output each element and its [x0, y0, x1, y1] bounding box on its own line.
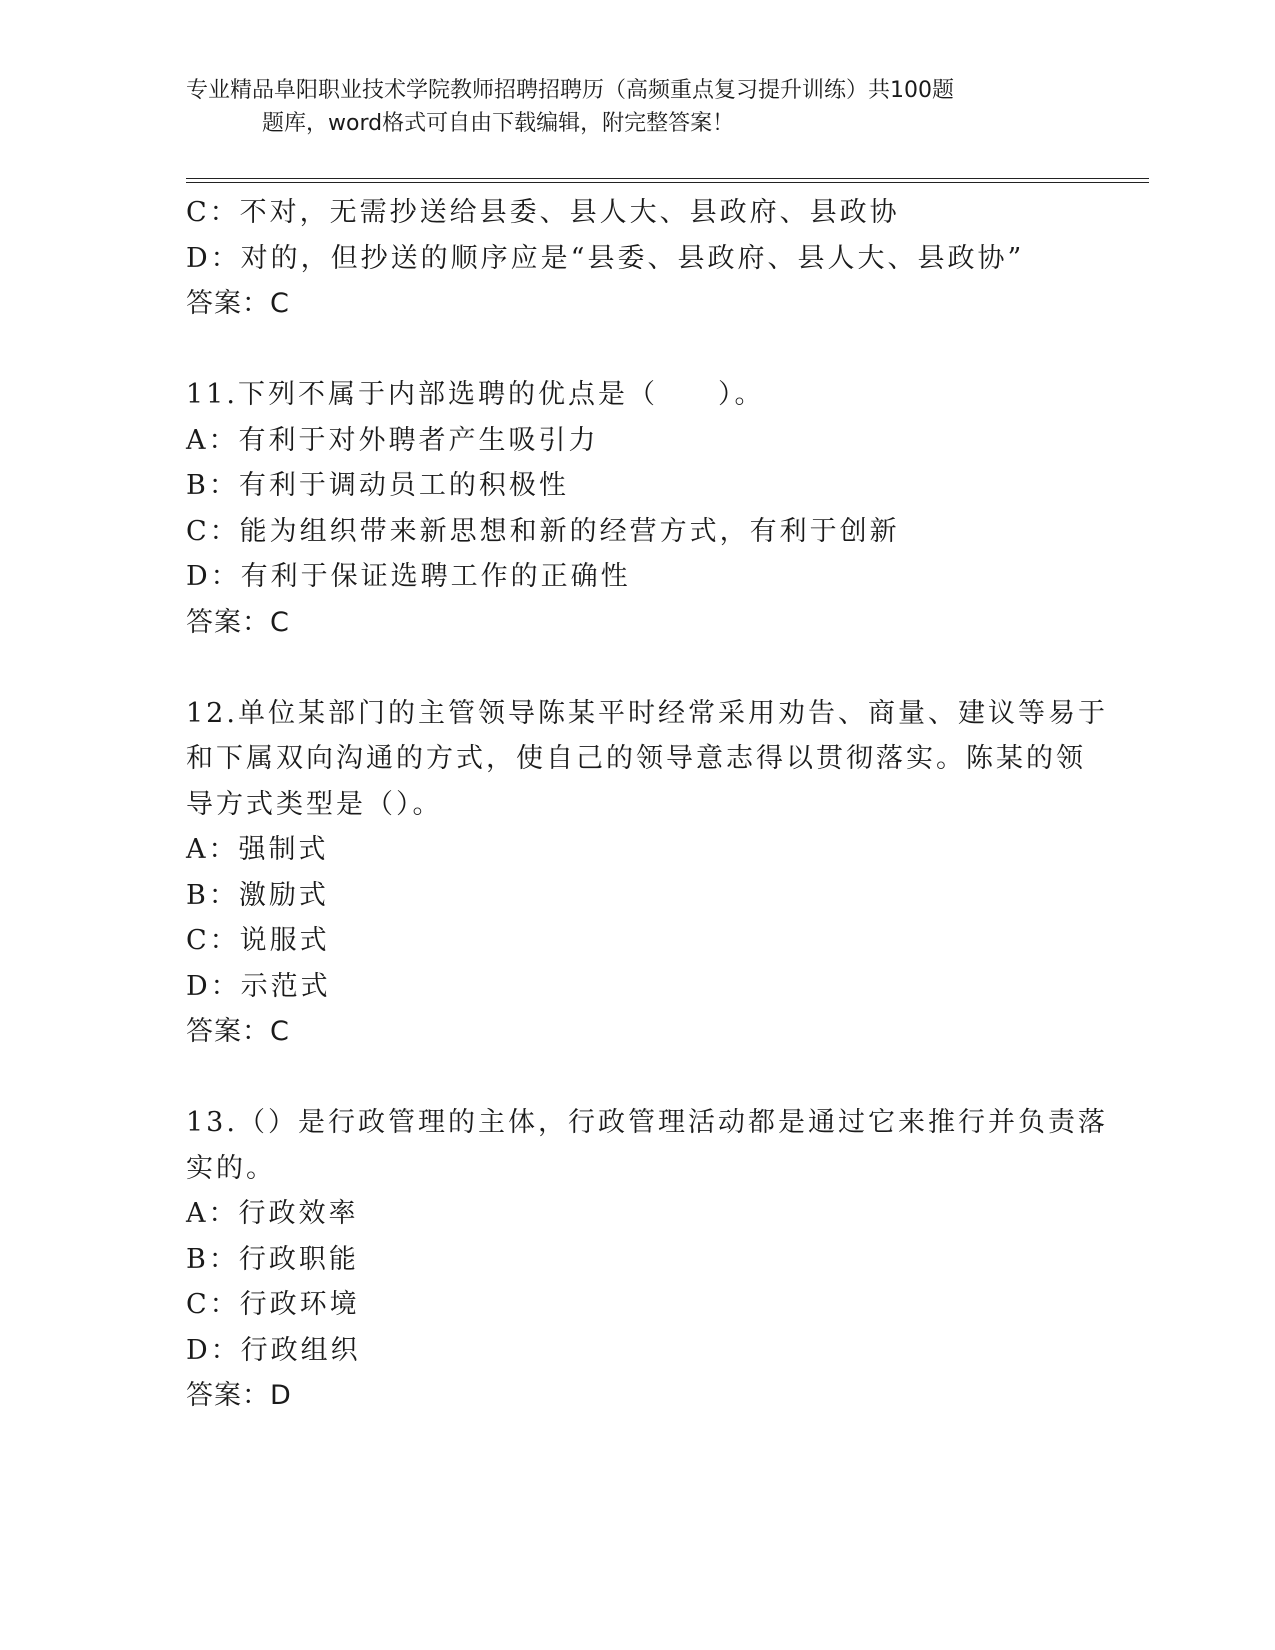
option-b: B：激励式 — [186, 879, 329, 911]
document-header — [186, 74, 1086, 140]
option-d: D：对的，但抄送的顺序应是“县委、县政府、县人大、县政协” — [186, 242, 1025, 274]
header-divider-bottom — [186, 182, 1149, 183]
header-title-line-2: 题库，word格式可自由下载编辑，附完整答案！ — [262, 111, 735, 136]
option-c: C：行政环境 — [186, 1289, 360, 1320]
option-d: D：有利于保证选聘工作的正确性 — [186, 561, 631, 592]
option-b: B：有利于调动员工的积极性 — [186, 470, 569, 501]
option-b: B：行政职能 — [186, 1243, 359, 1275]
header-divider-top — [186, 178, 1149, 179]
spacer — [186, 327, 1086, 373]
question-text-line-2: 实的。 — [186, 1152, 276, 1184]
question-text: 11.下列不属于内部选聘的优点是（ ）。 — [186, 379, 765, 410]
prev-question — [186, 190, 1086, 327]
question-text-line-1: 12.单位某部门的主管领导陈某平时经常采用劝告、商量、建议等易于 — [186, 697, 1108, 729]
option-c: C：说服式 — [186, 925, 330, 956]
spacer — [186, 645, 1086, 691]
question-text-line-2: 和下属双向沟通的方式，使自己的领导意志得以贯彻落实。陈某的领 — [186, 743, 1086, 774]
option-a: A：强制式 — [186, 834, 329, 865]
option-c: C：不对，无需抄送给县委、县人大、县政府、县政协 — [186, 197, 900, 228]
answer: 答案：C — [186, 606, 290, 638]
answer: 答案：C — [186, 1016, 290, 1047]
answer: 答案：D — [186, 1380, 292, 1411]
question-12 — [186, 691, 1108, 1055]
option-a: A：有利于对外聘者产生吸引力 — [186, 424, 599, 456]
question-text-line-3: 导方式类型是（）。 — [186, 788, 443, 820]
option-c: C：能为组织带来新思想和新的经营方式，有利于创新 — [186, 515, 900, 547]
option-a: A：行政效率 — [186, 1198, 359, 1229]
spacer — [186, 1055, 1086, 1101]
header-title-line-1: 专业精品阜阳职业技术学院教师招聘招聘历（高频重点复习提升训练）共100题 — [186, 78, 954, 103]
question-11 — [186, 372, 1086, 645]
option-d: D：示范式 — [186, 970, 331, 1002]
answer: 答案：C — [186, 288, 290, 319]
question-13 — [186, 1100, 1108, 1419]
option-d: D：行政组织 — [186, 1334, 361, 1366]
question-text-line-1: 13.（）是行政管理的主体，行政管理活动都是通过它来推行并负责落 — [186, 1107, 1108, 1138]
question-list — [186, 190, 1108, 1419]
